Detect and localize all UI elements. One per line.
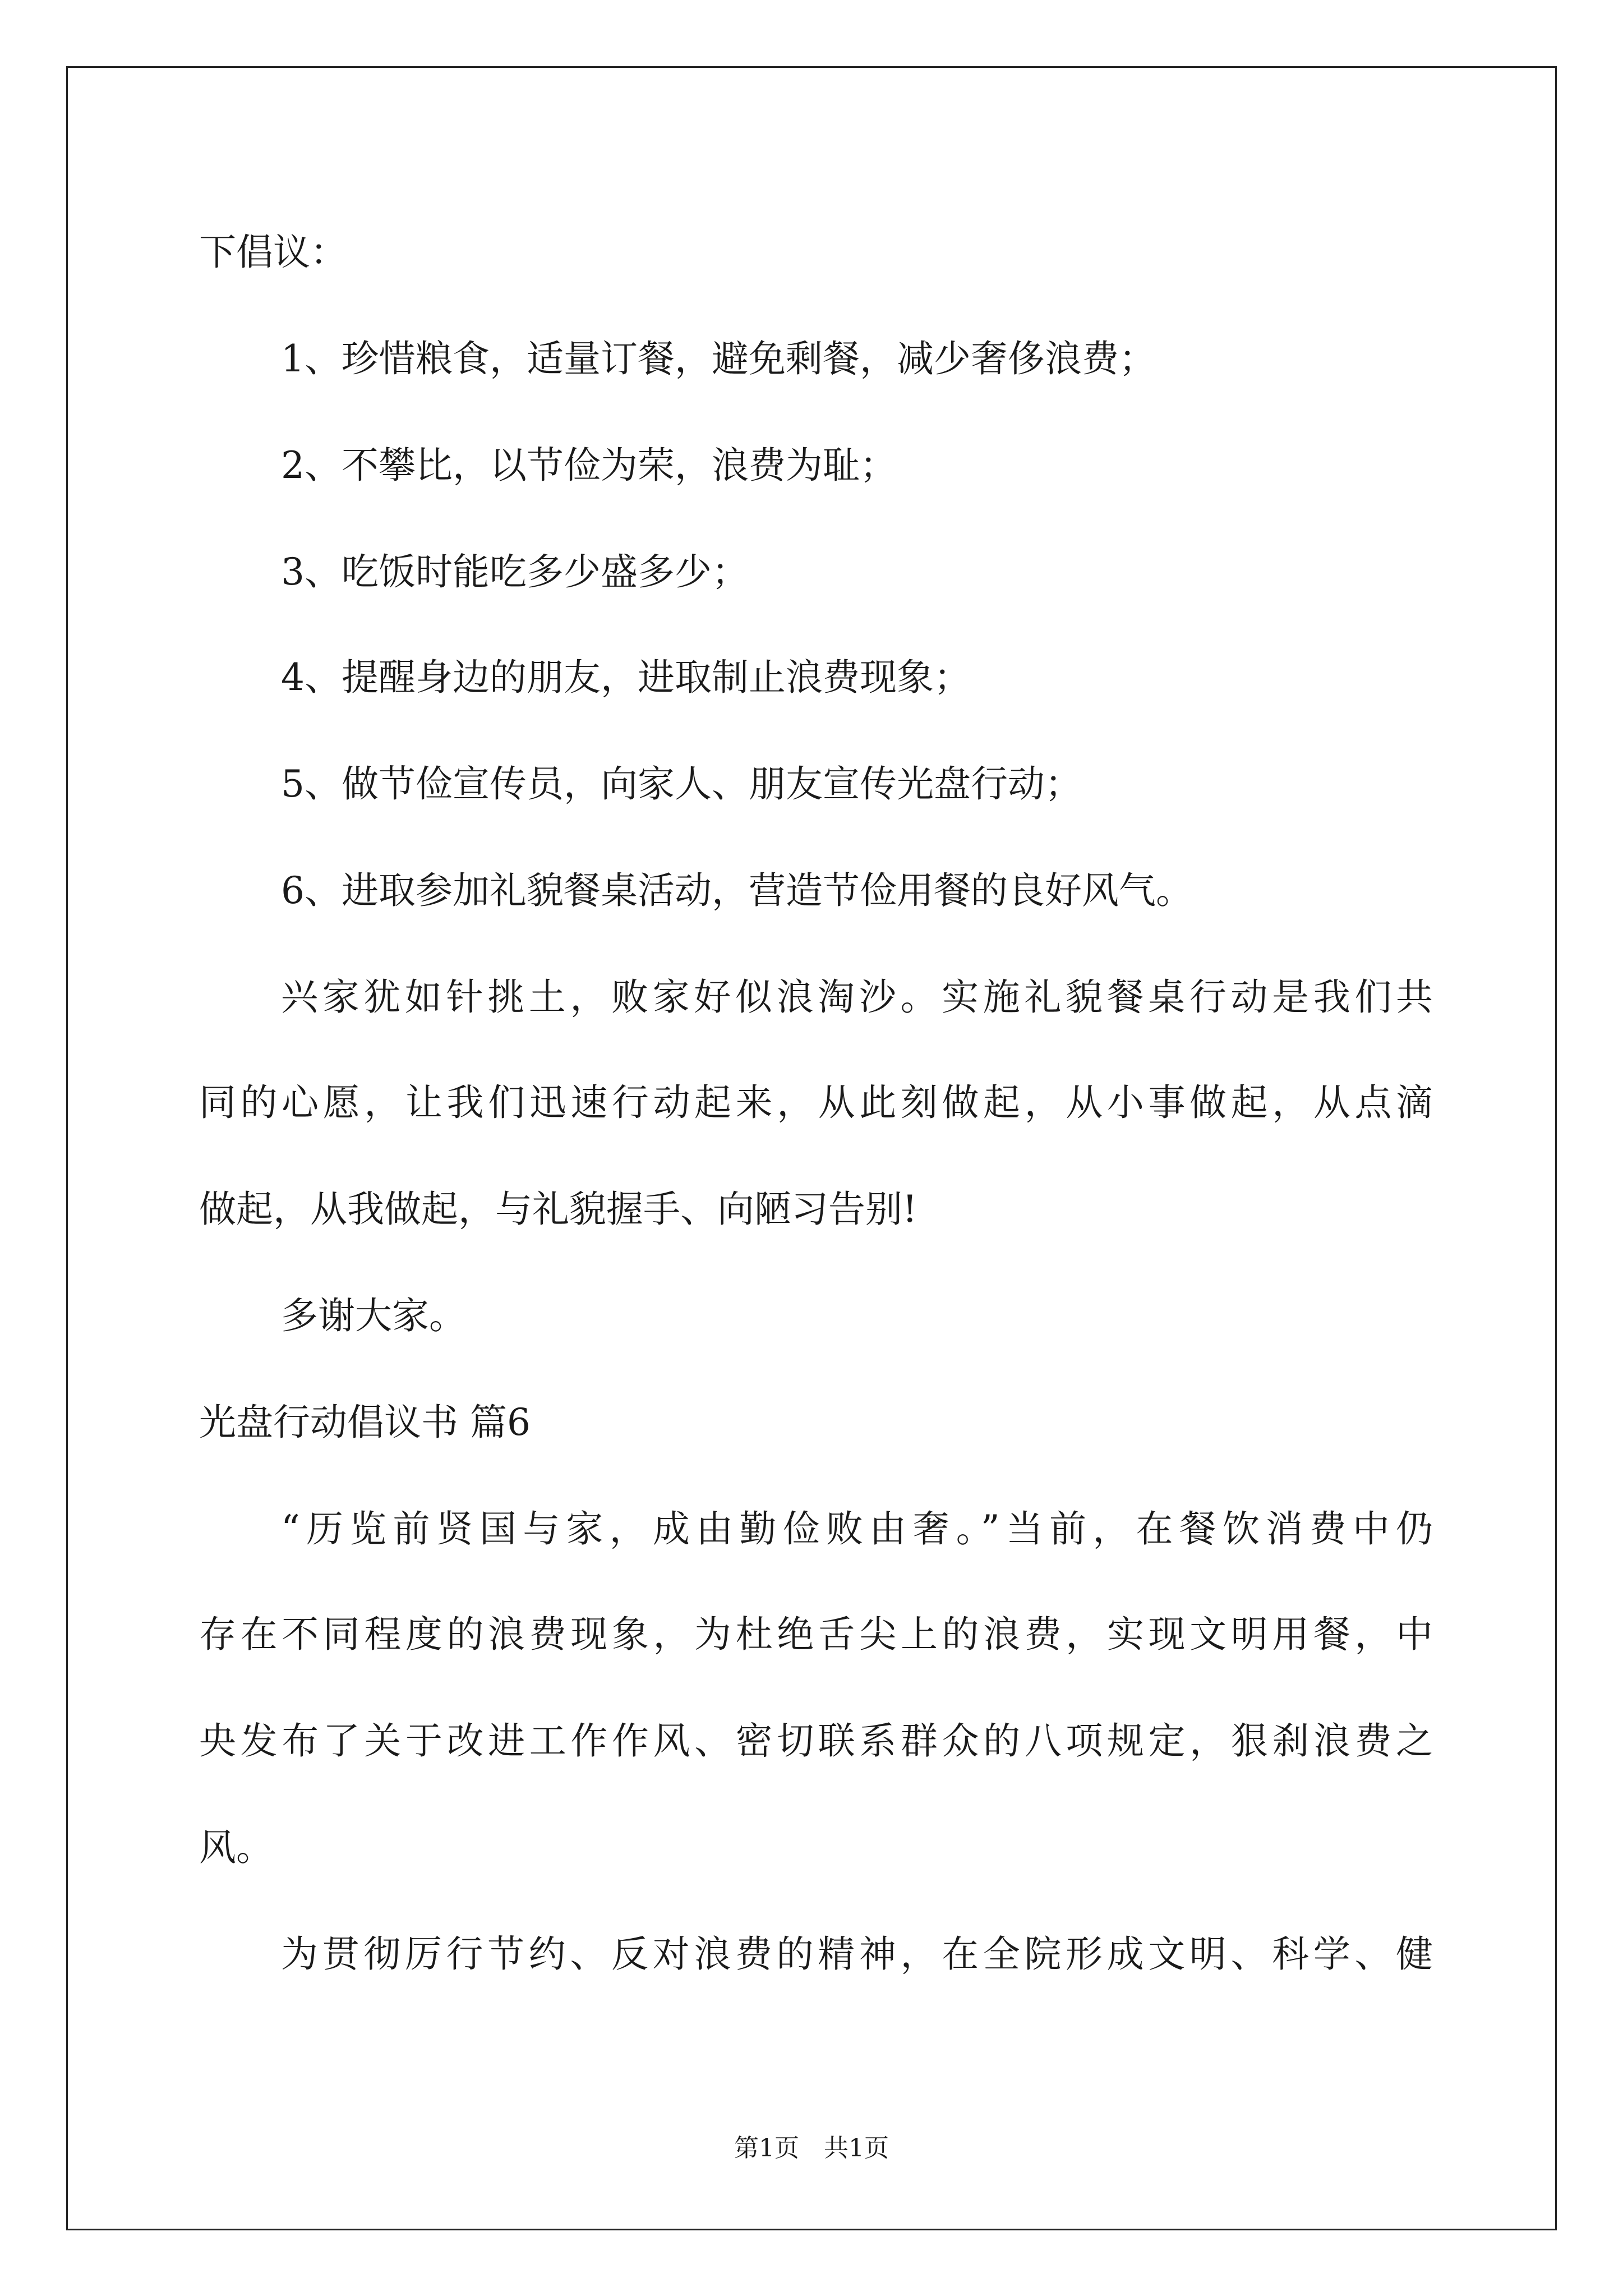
list-item-6: 6、进取参加礼貌餐桌活动，营造节俭用餐的良好风气。 [281, 869, 1193, 912]
paragraph-line: 兴家犹如针挑土，败家好似浪淘沙。实施礼貌餐桌行动是我们共 [281, 976, 1433, 1019]
closing-line: 多谢大家。 [281, 1294, 466, 1337]
list-item-4: 4、提醒身边的朋友，进取制止浪费现象； [281, 656, 971, 699]
paragraph-line: 央发布了关于改进工作作风、密切联系群众的八项规定，狠刹浪费之 [199, 1719, 1433, 1763]
list-item-1: 1、珍惜粮食，适量订餐，避免剩餐，减少奢侈浪费； [281, 337, 1156, 380]
paragraph-line: 存在不同程度的浪费现象，为杜绝舌尖上的浪费，实现文明用餐，中 [199, 1613, 1433, 1656]
paragraph-line: “历览前贤国与家，成由勤俭败由奢。”当前，在餐饮消费中仍 [281, 1507, 1433, 1550]
paragraph-line: 做起，从我做起，与礼貌握手、向陋习告别! [199, 1188, 917, 1231]
section-heading: 光盘行动倡议书 篇6 [199, 1401, 531, 1444]
paragraph-line: 为贯彻厉行节约、反对浪费的精神，在全院形成文明、科学、健 [281, 1932, 1433, 1976]
paragraph-line: 同的心愿，让我们迅速行动起来，从此刻做起，从小事做起，从点滴 [199, 1081, 1433, 1124]
list-item-5: 5、做节俭宣传员，向家人、朋友宣传光盘行动； [281, 762, 1082, 806]
text-line: 下倡议： [199, 231, 347, 274]
list-item-2: 2、不攀比，以节俭为荣，浪费为耻； [281, 444, 897, 487]
page-number-footer: 第1页 共1页 [734, 2134, 889, 2162]
list-item-3: 3、吃饭时能吃多少盛多少； [281, 550, 749, 593]
paragraph-line: 风。 [199, 1826, 273, 1869]
page-border [66, 66, 1557, 2230]
